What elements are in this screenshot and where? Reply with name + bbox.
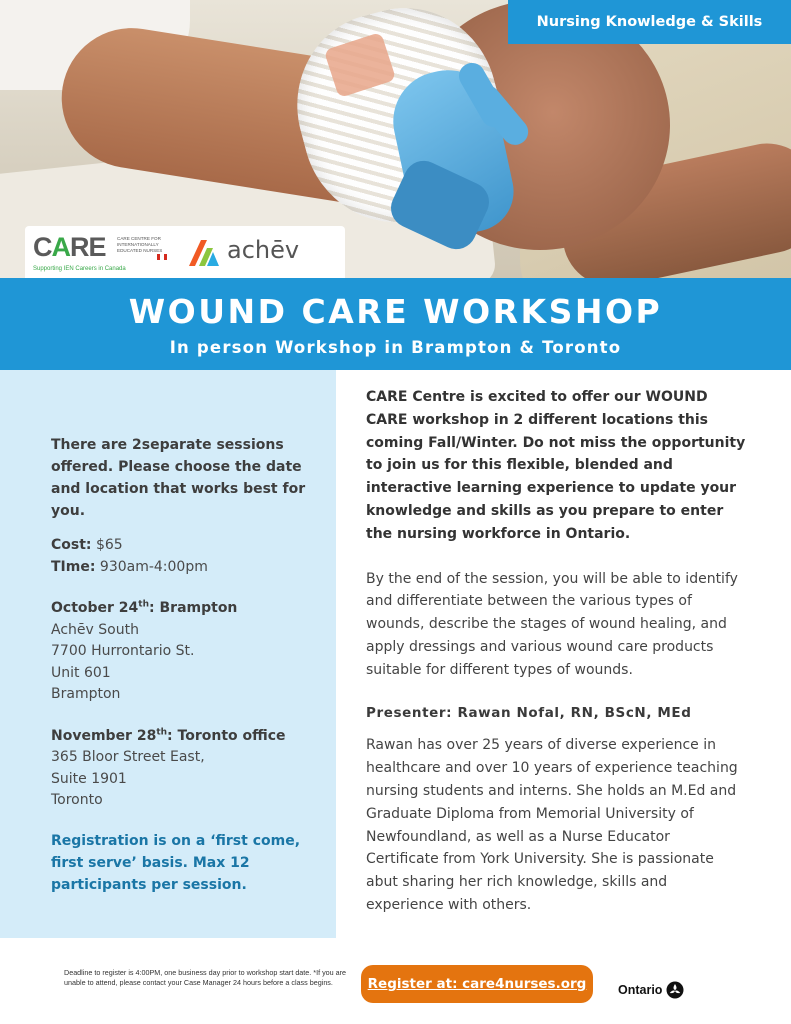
ontario-logo — [618, 978, 684, 1002]
register-button[interactable]: Register at: care4nurses.org — [361, 965, 593, 1003]
address-line: Unit 601 — [51, 664, 111, 681]
care-wordmark: CARE — [33, 232, 106, 262]
session-toronto — [51, 726, 316, 812]
canada-flag-icon — [157, 254, 167, 260]
partner-logos — [25, 226, 345, 278]
achev-wordmark: achēv — [227, 236, 300, 264]
achev-logo — [187, 236, 337, 270]
cost-value: $65 — [95, 537, 123, 553]
care-fullname: CARE CENTRE FOR INTERNATIONALLY EDUCATED NURSES — [117, 236, 163, 253]
cost-line: Cost: $65 — [51, 537, 123, 553]
sessions-panel — [0, 370, 336, 938]
page-title: WOUND CARE WORKSHOP — [128, 292, 663, 331]
address-line: Toronto — [51, 792, 103, 808]
sessions-intro: There are 2separate sessions offered. Please choose the date and location that works best for you. — [51, 437, 306, 519]
trillium-icon — [666, 981, 684, 999]
page-subtitle: In person Workshop in Brampton & Toronto — [169, 338, 622, 357]
cost-time-block — [51, 535, 316, 578]
address-line: Suite 1901 — [51, 770, 127, 787]
presenter-bio: Rawan has over 25 years of diverse experience in healthcare and over 10 years of experience teaching nursing students and interns. She holds an M.Ed and Graduate Diploma from Memorial University of Newfoundland, as well as a Nurse Educator Certificate from York University. She is passionate abut sharing her rich knowledge, skills and experience with others. — [366, 737, 738, 913]
session-heading: October 24th: Brampton — [51, 599, 238, 616]
care-centre-logo — [33, 232, 181, 276]
registration-note: Registration is on a ‘first come, first serve’ basis. Max 12 participants per session. — [51, 832, 301, 893]
session-heading: November 28th: Toronto office — [51, 726, 286, 744]
care-tagline: Supporting IEN Careers in Canada — [33, 266, 126, 272]
time-line: TIme: 930am-4:00pm — [51, 558, 208, 575]
achev-mark-icon — [187, 238, 223, 268]
description-column — [366, 386, 746, 917]
address-line: 365 Bloor Street East, — [51, 749, 205, 765]
session-brampton — [51, 598, 316, 706]
address-line: Brampton — [51, 686, 121, 702]
lead-paragraph: CARE Centre is excited to offer our WOUND CARE workshop in 2 different locations this coming Fall/Winter. Do not miss the opportunity to join us for this flexible, blended and interactive learning experience to update your knowledge and skills as you prepare to enter the nursing workforce in Ontario. — [366, 389, 746, 542]
time-value: 930am-4:00pm — [99, 558, 208, 575]
address-line: Achēv South — [51, 621, 139, 638]
title-banner — [0, 278, 791, 370]
ontario-wordmark: Ontario — [618, 983, 663, 997]
category-tag: Nursing Knowledge & Skills — [508, 0, 791, 44]
outcomes-paragraph: By the end of the session, you will be able to identify and differentiate between the various types of wounds, describe the stages of wound healing, and apply dressings and various wound care products suitable for different types of wounds. — [366, 570, 738, 678]
address-line: 7700 Hurrontario St. — [51, 643, 195, 659]
presenter-heading: Presenter: Rawan Nofal, RN, BScN, MEd — [366, 704, 692, 721]
deadline-note: Deadline to register is 4:00PM, one business day prior to workshop start date. *If you are unable to attend, please contact your Case Manager 24 hours before a class begins. — [64, 968, 347, 987]
